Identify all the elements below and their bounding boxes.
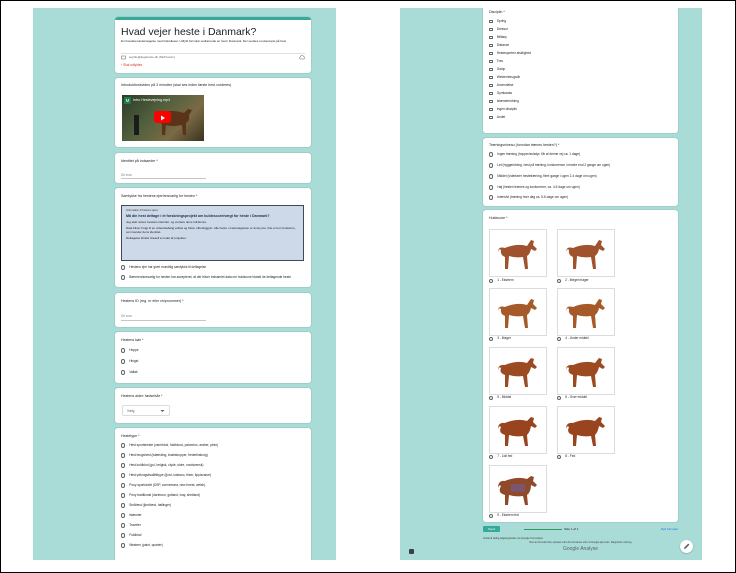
discipline-option[interactable]: Trav bbox=[489, 58, 503, 65]
video-player[interactable] bbox=[122, 95, 204, 141]
radio-icon[interactable] bbox=[557, 455, 561, 459]
cloud-saved-icon bbox=[299, 55, 305, 60]
password-warning: Indsend aldrig adgangskoder via Google Formularer. bbox=[483, 537, 544, 540]
discipline-label: Disciplin * bbox=[489, 10, 505, 14]
radio-icon[interactable] bbox=[557, 279, 561, 283]
submit-button[interactable]: Send bbox=[483, 526, 500, 532]
consent-option-2[interactable] bbox=[121, 273, 309, 282]
condition-option-6[interactable]: 6 - Over middel bbox=[557, 396, 587, 400]
checkbox-icon[interactable] bbox=[489, 20, 493, 24]
radio-icon[interactable] bbox=[489, 174, 493, 178]
consent-label: Samtykke fra hestens ejer/ansvarlig for hesten * bbox=[121, 194, 198, 198]
checkbox-icon[interactable] bbox=[489, 60, 493, 64]
radio-icon[interactable] bbox=[489, 514, 493, 518]
discipline-option[interactable]: Ingen disciplin bbox=[489, 106, 517, 113]
condition-option-1[interactable]: 1 - Ekstrem bbox=[489, 279, 513, 283]
radio-icon[interactable] bbox=[489, 455, 493, 459]
horse-type-option[interactable]: Hest sportsheste (varmblod, fuldblood, palomino, araber, pinto) bbox=[121, 442, 218, 449]
discipline-option[interactable]: Gymkanas bbox=[489, 90, 512, 97]
discipline-option[interactable]: Galop bbox=[489, 66, 505, 73]
checkbox-icon[interactable] bbox=[489, 92, 493, 96]
birth-year-select[interactable] bbox=[122, 405, 170, 416]
consent-option-1[interactable] bbox=[121, 264, 206, 271]
condition-option-7[interactable]: 7 - Lidt fed bbox=[489, 455, 512, 459]
checkbox-icon[interactable] bbox=[489, 84, 493, 88]
horse-type-label: Hestetype * bbox=[121, 434, 140, 438]
condition-image-5 bbox=[489, 347, 547, 395]
help-icon[interactable] bbox=[409, 549, 414, 554]
horse-type-option[interactable]: Småhest (fjordhest, haflinger) bbox=[121, 502, 171, 509]
horse-picture-icon bbox=[497, 354, 541, 390]
radio-icon[interactable] bbox=[489, 396, 493, 400]
horse-picture-icon bbox=[497, 236, 541, 272]
form-title: Hvad vejer heste i Danmark? bbox=[121, 26, 257, 38]
checkbox-icon[interactable] bbox=[489, 108, 493, 112]
account-email[interactable]: sophie@legeheste.dk (Skift konto) bbox=[129, 55, 175, 59]
discipline-option[interactable]: Dressur bbox=[489, 26, 508, 33]
collector-id-card bbox=[115, 153, 311, 183]
collector-id-label: Identitet på indsamler * bbox=[121, 159, 158, 163]
horse-picture-icon bbox=[497, 295, 541, 331]
edit-fab-button[interactable] bbox=[680, 540, 693, 553]
required-note: * Skal udfyldes bbox=[121, 63, 143, 67]
horse-type-option[interactable]: Hest ydbrugskvalifiktype (fjord, lusitano, friser, lippizzaner) bbox=[121, 472, 211, 479]
radio-icon[interactable] bbox=[121, 523, 125, 527]
radio-icon[interactable] bbox=[489, 279, 493, 283]
info-line-1: Jeg skal notere hestens identitet, og vurdere dens huldscore. bbox=[126, 220, 208, 225]
condition-image-4 bbox=[557, 288, 615, 336]
training-option[interactable]: Ingen træning (hopper/avlsdyr, får af denne vej ca. 1 dage) bbox=[489, 151, 580, 158]
sex-option-stallion[interactable]: Hingst bbox=[121, 358, 138, 365]
form-page-left[interactable] bbox=[33, 8, 336, 560]
video-question-title: Introduktionsvideo på 3 minutter (skal ses inden første hest vurderes) bbox=[121, 83, 232, 87]
play-button-icon[interactable] bbox=[154, 111, 171, 123]
checkbox-icon[interactable] bbox=[489, 44, 493, 48]
header-accent-bar bbox=[115, 17, 311, 20]
account-row bbox=[121, 53, 305, 59]
horse-id-label: Hestens ID (reg. nr eller chipnummer) * bbox=[121, 299, 184, 303]
horse-picture-icon bbox=[565, 354, 609, 390]
condition-option-4[interactable]: 4 - Under middel bbox=[557, 337, 589, 341]
horse-type-option[interactable]: Pony traditional (dartmoor, gotland, ivay, shetland) bbox=[121, 492, 200, 499]
consent-option-2-label: Bæreren/ansvarlig for hesten har accepteret, at der bliver indsamlet data om huldscore blandt de deltagende heste bbox=[129, 274, 291, 279]
info-heading: Må din hest deltage i et forskningsprojekt om kuldescore/vægt for heste i Danmark? bbox=[126, 214, 270, 218]
video-title: Intro Hestevejning.mp4 bbox=[133, 98, 170, 102]
condition-image-8 bbox=[557, 406, 615, 454]
account-icon bbox=[121, 55, 126, 60]
radio-icon[interactable] bbox=[121, 493, 125, 497]
training-option[interactable]: Intensivt (træning hver dag ca. 5-6 dage om ugen) bbox=[489, 194, 568, 201]
info-line-2: Data bliver brugt til en videnskabelig artikel og bliver offentliggjort. Alle heste i undersøgelsen er anonyme. Det er kun forskerne, som kender dens identitet. bbox=[126, 226, 296, 234]
condition-score-card bbox=[483, 210, 678, 522]
discipline-option[interactable]: Westernbrugsdk bbox=[489, 74, 520, 81]
radio-icon[interactable] bbox=[121, 483, 125, 487]
horse-type-option[interactable]: Traveler bbox=[121, 522, 141, 529]
training-card bbox=[483, 138, 678, 206]
channel-badge: M bbox=[125, 98, 130, 103]
consent-card bbox=[115, 188, 311, 287]
condition-score-label: Huldscore * bbox=[489, 216, 508, 220]
condition-image-7 bbox=[489, 406, 547, 454]
pencil-icon bbox=[680, 540, 693, 553]
collector-id-input[interactable]: Dit svar bbox=[121, 173, 132, 177]
form-page-right[interactable] bbox=[400, 8, 702, 560]
chevron-down-icon bbox=[160, 409, 165, 413]
discipline-card bbox=[483, 8, 678, 133]
abuse-note[interactable]: Denne formular blev oprettet uden for domænet eller af Google-tjenester. Rapportér misbrug bbox=[529, 541, 632, 544]
info-small-heading: Information til hestens ejere: bbox=[126, 209, 159, 212]
progress-bar bbox=[524, 529, 562, 531]
horse-id-input[interactable]: Dit svar bbox=[121, 314, 132, 318]
form-footer bbox=[483, 525, 678, 555]
radio-icon[interactable] bbox=[121, 443, 125, 447]
checkbox-icon[interactable] bbox=[489, 68, 493, 72]
radio-icon[interactable] bbox=[121, 533, 125, 537]
radio-icon[interactable] bbox=[489, 195, 493, 199]
radio-icon[interactable] bbox=[121, 473, 125, 477]
condition-option-2[interactable]: 2 - Meget mager bbox=[557, 279, 589, 283]
sex-option-gelding[interactable]: Vallak bbox=[121, 369, 138, 376]
collector-id-underline bbox=[121, 178, 206, 179]
checkbox-icon[interactable] bbox=[489, 28, 493, 32]
training-label: Træningsniveau (hvordan trænes hesten?) * bbox=[489, 143, 560, 147]
horse-type-option[interactable]: Western (paint, quarter) bbox=[121, 542, 163, 549]
horse-age-label: Hestens alder: fødselsår * bbox=[121, 394, 163, 398]
horse-type-option[interactable]: Hest koldblod (gul, belgisk, clyde, shire, nordsvensk) bbox=[121, 462, 203, 469]
horse-picture-icon bbox=[565, 236, 609, 272]
radio-icon[interactable] bbox=[489, 163, 493, 167]
condition-image-6 bbox=[557, 347, 615, 395]
radio-icon[interactable] bbox=[121, 513, 125, 517]
radio-icon[interactable] bbox=[121, 275, 125, 279]
google-brand: Google Analyse bbox=[562, 546, 599, 552]
checkbox-icon[interactable] bbox=[489, 116, 493, 120]
radio-icon[interactable] bbox=[489, 185, 493, 189]
radio-icon[interactable] bbox=[557, 396, 561, 400]
radio-icon[interactable] bbox=[121, 543, 125, 547]
horse-type-option[interactable]: Pony sport/avlet (DSP, connemara, new forest, welsh) bbox=[121, 482, 205, 489]
horse-type-option[interactable]: Hest brugshest (islænding, knabstrupper, frederiksborg) bbox=[121, 452, 208, 459]
condition-image-2 bbox=[557, 229, 615, 277]
horse-picture-icon bbox=[497, 472, 541, 508]
condition-option-5[interactable]: 5 - Middel bbox=[489, 396, 511, 400]
radio-icon[interactable] bbox=[121, 453, 125, 457]
clear-form-button[interactable]: Ryd formular bbox=[660, 526, 678, 531]
form-description: En ilmodeterundersøgelse med tidsrulleset. Udfyld formular vedrørende en hest i Danmark. Der sendes et eksempel på hest. bbox=[121, 39, 287, 43]
discipline-option[interactable]: Andet bbox=[489, 114, 505, 121]
birth-year-select-value: Vælg bbox=[127, 408, 135, 413]
horse-picture-icon bbox=[497, 413, 541, 449]
radio-icon[interactable] bbox=[557, 337, 561, 341]
training-option[interactable]: Høj (hesten trænes og konkurrerer, ca. 4-5 dage om ugen) bbox=[489, 183, 669, 192]
radio-icon[interactable] bbox=[489, 152, 493, 156]
checkbox-icon[interactable] bbox=[489, 36, 493, 40]
form-header-card bbox=[115, 17, 311, 73]
discipline-option[interactable]: Distance bbox=[489, 42, 509, 49]
training-option[interactable]: Let (hyggeridning, hest på træning, konkurrence i mindre end 2 gange om ugen) bbox=[489, 161, 669, 170]
discipline-option[interactable]: Military bbox=[489, 34, 507, 41]
horse-type-card bbox=[115, 428, 311, 560]
radio-icon[interactable] bbox=[121, 503, 125, 507]
horse-picture-icon bbox=[565, 295, 609, 331]
radio-icon[interactable] bbox=[121, 463, 125, 467]
condition-image-3 bbox=[489, 288, 547, 336]
horse-age-card bbox=[115, 388, 311, 423]
sex-option-mare[interactable]: Hoppe bbox=[121, 347, 139, 354]
consent-option-1-label: Hestens ejer har givet mundtlig samtykke til deltagelse bbox=[129, 264, 207, 269]
horse-sex-label: Hestens køn * bbox=[121, 338, 144, 342]
video-card bbox=[115, 78, 311, 147]
info-line-3: Deltagelse klinisk Utesell er ledet af projektet. bbox=[126, 236, 187, 241]
discipline-option[interactable]: Spring bbox=[489, 18, 506, 25]
horse-id-underline bbox=[121, 320, 206, 321]
radio-icon[interactable] bbox=[121, 348, 125, 352]
horse-type-option[interactable]: Fuldblod bbox=[121, 532, 141, 539]
consent-info-box bbox=[121, 205, 304, 261]
radio-icon[interactable] bbox=[121, 370, 125, 374]
condition-option-8[interactable]: 8 - Fed bbox=[557, 455, 575, 459]
horse-sex-card bbox=[115, 332, 311, 383]
condition-option-3[interactable]: 3 - Mager bbox=[489, 337, 511, 341]
checkbox-icon[interactable] bbox=[489, 52, 493, 56]
condition-image-9 bbox=[489, 465, 547, 513]
checkbox-icon[interactable] bbox=[489, 76, 493, 80]
horse-id-card bbox=[115, 293, 311, 327]
horse-picture-icon bbox=[565, 413, 609, 449]
radio-icon[interactable] bbox=[489, 337, 493, 341]
discipline-option[interactable]: Islænderridning bbox=[489, 98, 519, 105]
condition-option-9[interactable]: 9 - Ekstrem fed bbox=[489, 514, 519, 518]
page-indicator: Side 1 af 1 bbox=[564, 526, 579, 531]
discipline-option[interactable]: Anvendelse bbox=[489, 82, 513, 89]
training-option[interactable]: Middel (vidertarer hestetræning, flere gange i ugen 2-4 dage om ugen) bbox=[489, 172, 669, 181]
condition-image-1 bbox=[489, 229, 547, 277]
discipline-option[interactable]: Hestesporten alsidighed bbox=[489, 50, 531, 57]
checkbox-icon[interactable] bbox=[489, 100, 493, 104]
radio-icon[interactable] bbox=[121, 359, 125, 363]
horse-type-option[interactable]: Islænder bbox=[121, 512, 142, 519]
radio-icon[interactable] bbox=[121, 265, 125, 269]
